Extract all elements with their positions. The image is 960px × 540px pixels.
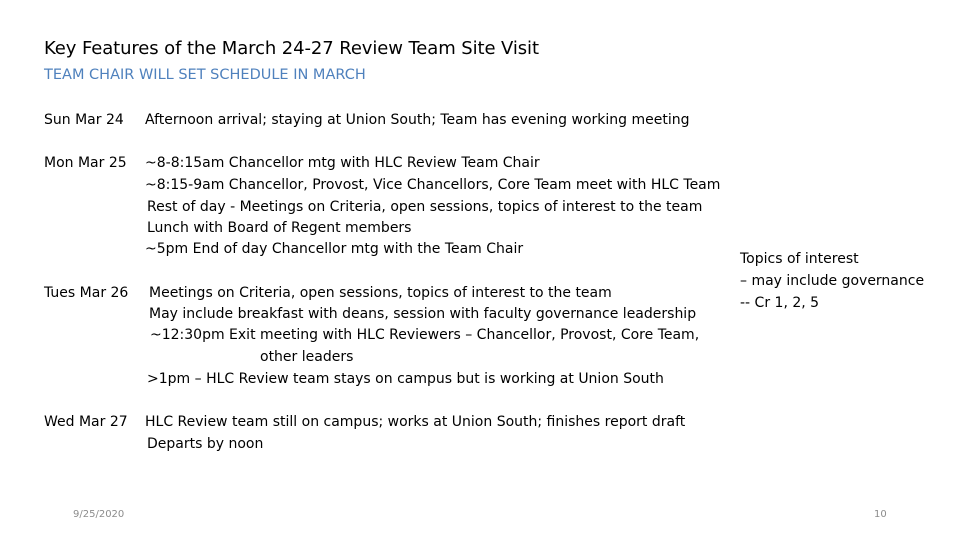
- schedule-line: ~8:15-9am Chancellor, Provost, Vice Chancellors, Core Team meet with HLC Team: [145, 177, 721, 193]
- schedule-line: Afternoon arrival; staying at Union South; Team has evening working meeting: [145, 112, 690, 128]
- schedule-line: Departs by noon: [147, 436, 264, 452]
- side-note-line: -- Cr 1, 2, 5: [740, 295, 820, 311]
- schedule-line: ~8-8:15am Chancellor mtg with HLC Review Team Chair: [145, 155, 540, 171]
- day-label-tues: Tues Mar 26: [44, 285, 129, 301]
- day-label-mon: Mon Mar 25: [44, 155, 127, 171]
- schedule-line: ~5pm End of day Chancellor mtg with the Team Chair: [145, 241, 524, 257]
- page-number: 10: [874, 509, 887, 520]
- slide-subtitle: TEAM CHAIR WILL SET SCHEDULE IN MARCH: [44, 67, 366, 83]
- slide-title: Key Features of the March 24-27 Review Team Site Visit: [44, 38, 539, 59]
- schedule-line: HLC Review team still on campus; works at Union South; finishes report draft: [145, 414, 686, 430]
- schedule-line: >1pm – HLC Review team stays on campus but is working at Union South: [147, 371, 664, 387]
- side-note-line: – may include governance: [740, 273, 925, 289]
- schedule-line: ~12:30pm Exit meeting with HLC Reviewers – Chancellor, Provost, Core Team,: [150, 327, 700, 343]
- day-label-sun: Sun Mar 24: [44, 112, 124, 128]
- schedule-line: Lunch with Board of Regent members: [147, 220, 412, 236]
- schedule-line: May include breakfast with deans, session with faculty governance leadership: [149, 306, 697, 322]
- schedule-line: other leaders: [260, 349, 354, 365]
- schedule-line: Rest of day - Meetings on Criteria, open sessions, topics of interest to the team: [147, 199, 703, 215]
- day-label-wed: Wed Mar 27: [44, 414, 128, 430]
- schedule-line: Meetings on Criteria, open sessions, topics of interest to the team: [149, 285, 612, 301]
- side-note-line: Topics of interest: [740, 251, 859, 267]
- footer-date: 9/25/2020: [73, 509, 125, 520]
